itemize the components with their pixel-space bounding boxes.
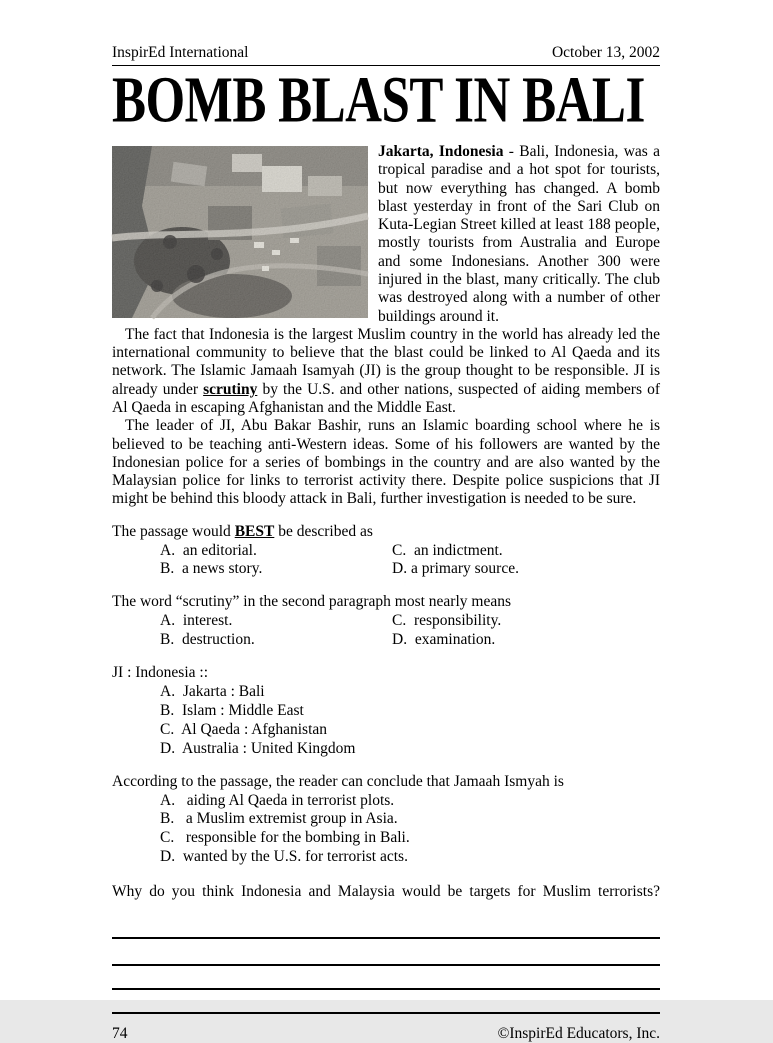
option-a: A. an editorial. [160, 541, 257, 559]
option-c: C. Al Qaeda : Afghanistan [160, 720, 328, 738]
best-emphasis: BEST [234, 522, 275, 540]
option-b: B. destruction. [160, 631, 255, 649]
page-footer [112, 1025, 660, 1043]
question-1-stem [112, 523, 660, 542]
option-d: D. examination. [392, 631, 496, 649]
option-d: D. Australia : United Kingdom [160, 739, 356, 757]
question-4-stem: According to the passage, the reader can conclude that Jamaah Ismyah is [112, 772, 564, 790]
question-1 [112, 523, 660, 580]
answer-line [112, 990, 660, 1014]
question-2-options [160, 612, 660, 650]
question-3 [112, 664, 660, 759]
question-2 [112, 593, 660, 650]
answer-line [112, 966, 660, 990]
questions-section [112, 523, 660, 1014]
question-2-stem: The word “scrutiny” in the second paragraph most nearly means [112, 593, 511, 611]
page-number: 74 [112, 1025, 128, 1043]
page-header [112, 44, 660, 66]
lead-text: - Bali, Indonesia, was a tropical paradise and a hot spot for tourists, but now everything has changed. A bomb blast yesterday in front of the Sari Club on Kuta-Legian Street killed at least 188 people, mostly tourists from Australia and Europe and some Indonesians. Another 300 were injured in the blast, many critically. The club was destroyed along with a number of other buildings around it. [378, 143, 660, 325]
issue-date: October 13, 2002 [551, 44, 660, 61]
headline: BOMB BLAST IN BALI [112, 65, 645, 137]
option-b: B. Islam : Middle East [160, 701, 304, 719]
article-paragraph-2 [112, 326, 660, 417]
question-1-stem-end: be described as [274, 522, 373, 540]
article-photo [112, 146, 368, 318]
bomb-damage-aerial-image [112, 146, 368, 318]
publication-name: InspirEd International [112, 44, 249, 61]
scrutiny-term: scrutiny [203, 380, 258, 398]
option-b: B. a news story. [160, 560, 263, 578]
answer-line [112, 942, 660, 966]
headline-block [112, 65, 660, 139]
question-1-stem-text: The passage would [112, 522, 235, 540]
question-4 [112, 773, 660, 868]
paragraph-2-text-end: by the U.S. and other nations, suspected of aiding members of Al Qaeda in escaping Afghanistan and the Middle East. [112, 380, 660, 416]
open-response-question: Why do you think Indonesia and Malaysia would be targets for Muslim terrorists? [112, 883, 660, 901]
option-d: D. a primary source. [392, 560, 519, 578]
article [112, 143, 660, 509]
option-d: D. wanted by the U.S. for terrorist acts. [160, 848, 408, 866]
dateline: Jakarta, Indonesia [378, 143, 504, 160]
answer-line [112, 929, 660, 939]
option-a: A. aiding Al Qaeda in terrorist plots. [160, 791, 395, 809]
article-paragraph-3: The leader of JI, Abu Bakar Bashir, runs an Islamic boarding school where he is believed to be teaching anti-Western ideas. Some of his followers are wanted by the Indonesian police for a series of bombings in the country and are also wanted by the Malaysian police for links to terrorist activity there. Despite police suspicions that JI might be behind this bloody attack in Bali, further investigation is needed to be sure. [112, 417, 660, 508]
option-c: C. responsibility. [392, 612, 502, 630]
option-c: C. responsible for the bombing in Bali. [160, 829, 410, 847]
option-a: A. Jakarta : Bali [160, 682, 265, 700]
question-3-options [160, 683, 660, 759]
option-c: C. an indictment. [392, 541, 503, 559]
option-b: B. a Muslim extremist group in Asia. [160, 810, 398, 828]
copyright: ©InspirEd Educators, Inc. [497, 1025, 660, 1043]
question-1-options [160, 542, 660, 580]
question-4-options [160, 792, 660, 868]
paragraph-2-text: The fact that Indonesia is the largest Muslim country in the world has already led the international community to believe that the blast could be linked to Al Qaeda and its network. The Islamic Jamaah Isamyah (JI) is the group thought to be responsible. JI is already under [112, 325, 660, 398]
question-3-stem: JI : Indonesia :: [112, 664, 208, 682]
option-a: A. interest. [160, 612, 233, 630]
answer-lines [112, 929, 660, 1014]
